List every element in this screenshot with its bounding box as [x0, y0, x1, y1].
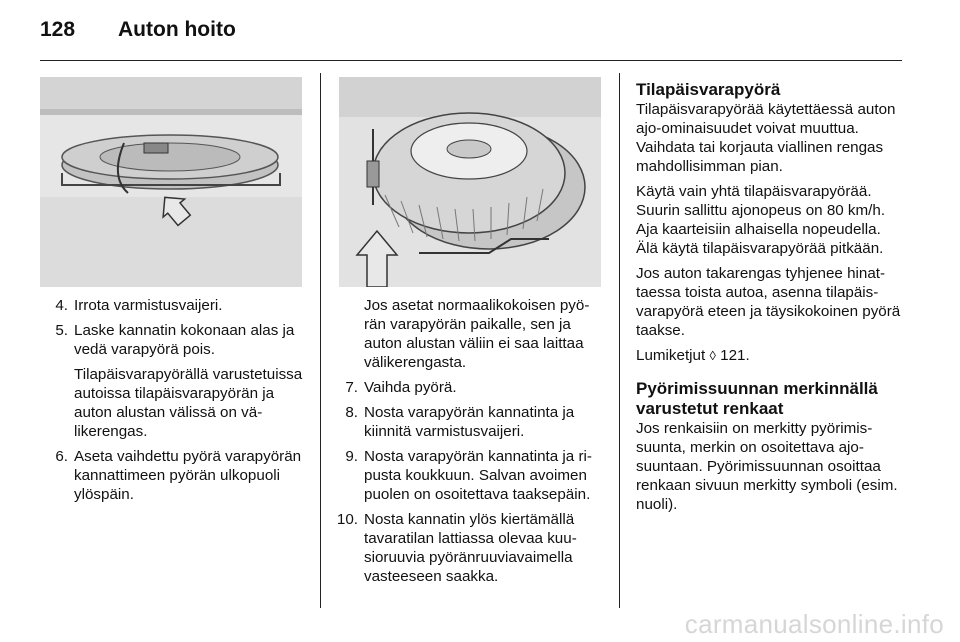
paragraph: Käytä vain yhtä tilapäisvarapyörää. Suurin sallittu ajonopeus on 80 km/h. Aja kaarteisiin alhaisella nopeudella. Älä käytä tilapäisvarapyörää pitkään. [636, 183, 886, 257]
page-header [40, 18, 236, 42]
step-number: 7. [345, 379, 358, 396]
steps-list-2 [338, 378, 606, 586]
column-divider-2 [619, 73, 620, 608]
heading-spare-wheel: Tilapäisvarapyörä [636, 80, 781, 99]
step-item [338, 403, 606, 441]
step-text: Nosta varapyörän kannatinta ja ripusta koukkuun. Salvan avoimen puolen on osoitettava taaksepäin. [364, 448, 592, 503]
step-number: 8. [345, 404, 358, 421]
heading-directional-tyres: Pyörimissuunnan merkinnällä varustetut renkaat [636, 379, 878, 418]
step-item [48, 296, 306, 315]
cross-reference [636, 346, 904, 365]
step-text: Laske kannatin kokonaan alas ja vedä varapyörä pois. [74, 322, 295, 358]
figure-spare-wheel-hook [339, 77, 601, 287]
step-text: Vaihda pyörä. [364, 379, 457, 396]
step-text: Nosta kannatin ylös kiertämällä tavaratilan lattiassa olevaa kuusioruuvia pyöränruuviavaimella vasteeseen saakka. [364, 511, 577, 585]
header-rule [40, 60, 902, 61]
step-subtext: Tilapäisvarapyörällä varustetuissa autoissa tilapäisvarapyörän ja auton alustan välissä on välikerengas. [74, 366, 303, 440]
page-number: 128 [40, 18, 76, 41]
note-text: Jos asetat normaalikokoisen pyörän varapyörän paikalle, sen ja auton alustan väliin ei saa laittaa välikerengasta. [364, 297, 590, 371]
page-reference-icon: ◊ [709, 348, 716, 363]
page-title: Auton hoito [118, 18, 236, 41]
steps-list-1 [48, 296, 306, 504]
figure-spare-wheel-lowered [40, 77, 302, 287]
step-item [338, 510, 606, 586]
column-divider-1 [320, 73, 321, 608]
paragraph: Tilapäisvarapyörää käytettäessä auton ajo-ominaisuudet voivat muuttua. Vaihdata tai korjauta viallinen rengas mahdollisimman pian. [636, 101, 896, 175]
watermark: carmanualsonline.info [684, 609, 944, 639]
step-item [48, 447, 306, 504]
cross-reference-page[interactable]: 121. [720, 347, 750, 364]
step-item [48, 321, 306, 441]
step-number: 4. [55, 297, 68, 314]
column-3 [636, 80, 904, 520]
step-text: Irrota varmistusvaijeri. [74, 297, 223, 314]
step-text: Nosta varapyörän kannatinta ja kiinnitä varmistusvaijeri. [364, 404, 575, 440]
cross-reference-text: Lumiketjut [636, 347, 706, 364]
step-item [338, 378, 606, 397]
column-2 [338, 296, 606, 592]
step-number: 9. [345, 448, 358, 465]
column-1 [48, 296, 306, 510]
step-text: Aseta vaihdettu pyörä varapyörän kannattimeen pyörän ulkopuoli ylöspäin. [74, 448, 302, 503]
step-number: 10. [336, 511, 358, 528]
paragraph: Jos auton takarengas tyhjenee hinattaessa toista autoa, asenna tilapäisvarapyörä eteen ja täysikokoinen pyörä taakse. [636, 265, 901, 339]
step-item [338, 447, 606, 504]
step-number: 5. [55, 322, 68, 339]
paragraph: Jos renkaisiin on merkitty pyörimissuunta, merkin on osoitettava ajosuuntaan. Pyörimissuunnan osoittaa renkaan sivuun merkitty symboli (esim. nuoli). [636, 420, 898, 513]
step-number: 6. [55, 448, 68, 465]
